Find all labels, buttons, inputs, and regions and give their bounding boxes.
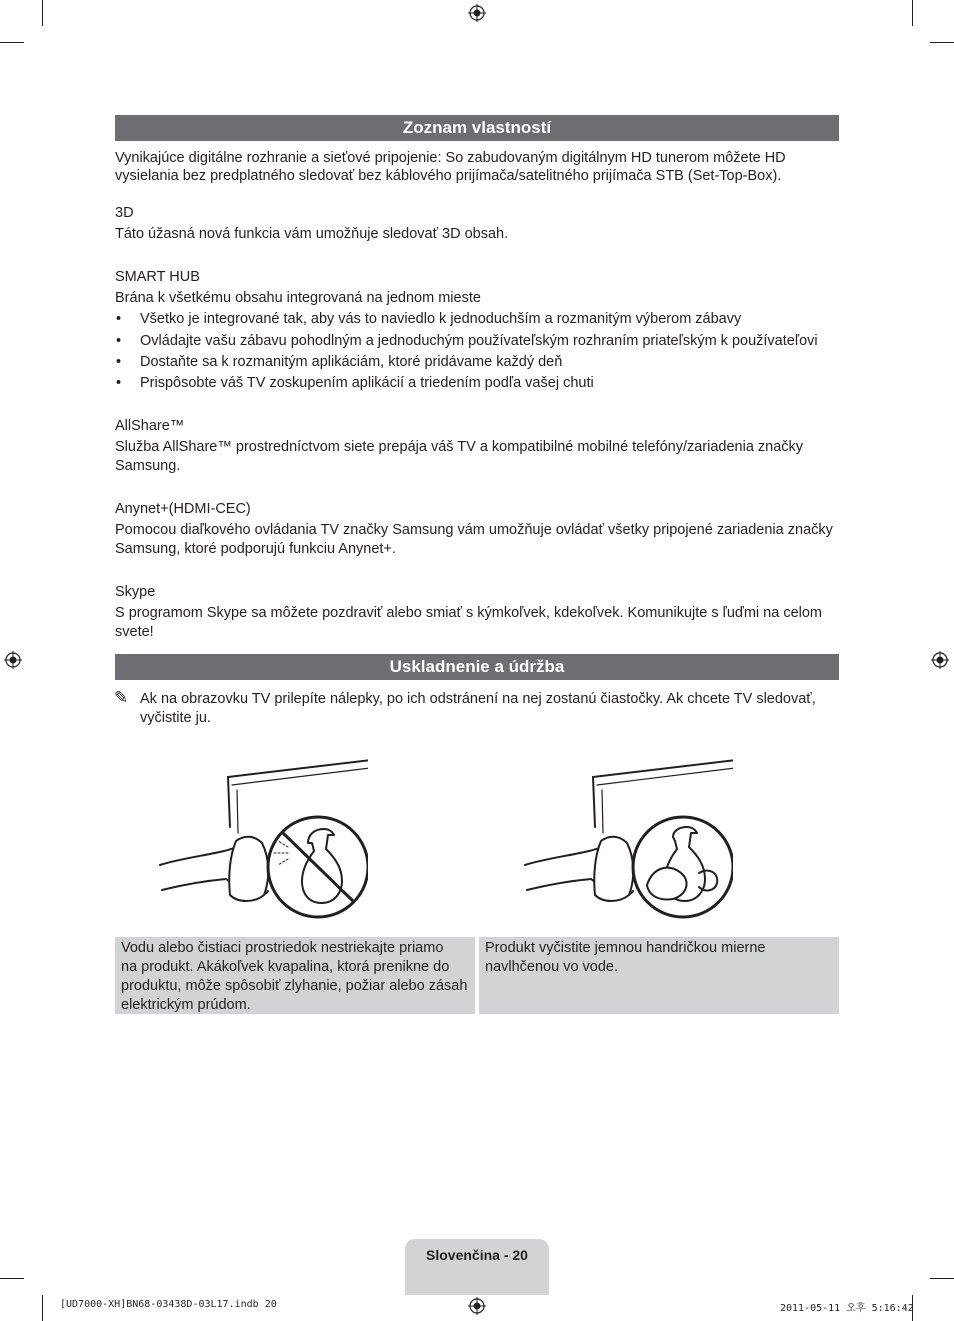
caption-line: Vodu alebo čistiaci prostriedok nestriekajte priamo [121, 940, 444, 956]
caption-line: produktu, môže spôsobiť zlyhanie, požiar alebo zásah [121, 978, 468, 994]
feature-text: Služba AllShare™ prostredníctvom siete prepája váš TV a kompatibilné mobilné telefóny/zariadenia značky [115, 439, 804, 455]
bullet-symbol: • [116, 311, 122, 327]
crop-mark [42, 1295, 43, 1321]
illustration-cloth-clean [523, 755, 733, 921]
feature-heading-3d: 3D [115, 205, 134, 221]
caption-no-spray [115, 937, 475, 1014]
feature-heading-anynet: Anynet+(HDMI-CEC) [115, 501, 251, 517]
note-text: Ak na obrazovku TV prilepíte nálepky, po ich odstránení na nej zostanú čiastočky. Ak chcete TV sledovať, [140, 691, 816, 707]
bullet-text: Prispôsobte váš TV zoskupením aplikácií a triedením podľa vašej chuti [140, 375, 594, 391]
feature-heading-allshare: AllShare™ [115, 418, 185, 434]
crop-mark [0, 42, 24, 43]
caption-line: na produkt. Akákoľvek kvapalina, ktorá prenikne do [121, 959, 450, 975]
crop-mark [42, 0, 43, 26]
pencil-note-icon: ✎ [114, 688, 129, 707]
bullet-symbol: • [116, 354, 122, 370]
bullet-symbol: • [116, 375, 122, 391]
feature-heading-skype: Skype [115, 584, 156, 600]
feature-text: Brána k všetkému obsahu integrovaná na jednom mieste [115, 290, 481, 306]
crop-mark [912, 0, 913, 26]
feature-text: S programom Skype sa môžete pozdraviť alebo smiať s kýmkoľvek, kdekoľvek. Komunikujte s ľuďmi na celom [115, 605, 823, 621]
intro-line: Vynikajúce digitálne rozhranie a sieťové pripojenie: So zabudovaným digitálnym HD tunerom môžete HD [115, 150, 786, 166]
registration-mark-icon [468, 1297, 486, 1315]
feature-heading-smart-hub: SMART HUB [115, 269, 200, 285]
crop-mark [930, 1278, 954, 1279]
registration-mark-icon [468, 4, 486, 22]
feature-text: Táto úžasná nová funkcia vám umožňuje sledovať 3D obsah. [115, 226, 509, 242]
feature-text: svete! [115, 624, 154, 640]
bullet-text: Dostaňte sa k rozmanitým aplikáciám, ktoré pridávame každý deň [140, 354, 563, 370]
caption-line: navlhčenou vo vode. [485, 959, 619, 975]
page-number [405, 1239, 549, 1295]
illustration-no-spray [158, 755, 368, 921]
caption-cloth-clean [479, 937, 839, 1014]
caption-line: elektrickým prúdom. [121, 997, 251, 1013]
feature-text: Samsung. [115, 458, 181, 474]
feature-text: Samsung, ktoré podporujú funkciu Anynet+. [115, 541, 396, 557]
crop-mark [0, 1278, 24, 1279]
bullet-text: Všetko je integrované tak, aby vás to naviedlo k jednoduchším a rozmanitým výberom zábavy [140, 311, 742, 327]
caption-line: Produkt vyčistite jemnou handričkou mierne [485, 940, 766, 956]
print-footer-left: [UD7000-XH]BN68-03438D-03L17.indb 20 [60, 1299, 277, 1310]
section-title-storage: Uskladnenie a údržba [115, 654, 839, 680]
print-footer-right: 2011-05-11 오후 5:16:42 [780, 1303, 914, 1314]
note-text: vyčistite ju. [140, 710, 211, 726]
bullet-symbol: • [116, 333, 122, 349]
feature-text: Pomocou diaľkového ovládania TV značky Samsung vám umožňuje ovládať všetky pripojené zariadenia značky [115, 522, 833, 538]
crop-mark [930, 42, 954, 43]
registration-mark-icon [4, 651, 22, 669]
section-title-features: Zoznam vlastností [115, 115, 839, 141]
intro-line: vysielania bez predplatného sledovať bez káblového prijímača/satelitného prijímača STB (Set-Top-Box). [115, 168, 782, 184]
bullet-text: Ovládajte vašu zábavu pohodlným a jednoduchým používateľským rozhraním priateľským k používateľovi [140, 333, 818, 349]
page-number-label: Slovenčina - 20 [426, 1247, 528, 1263]
registration-mark-icon [931, 651, 949, 669]
